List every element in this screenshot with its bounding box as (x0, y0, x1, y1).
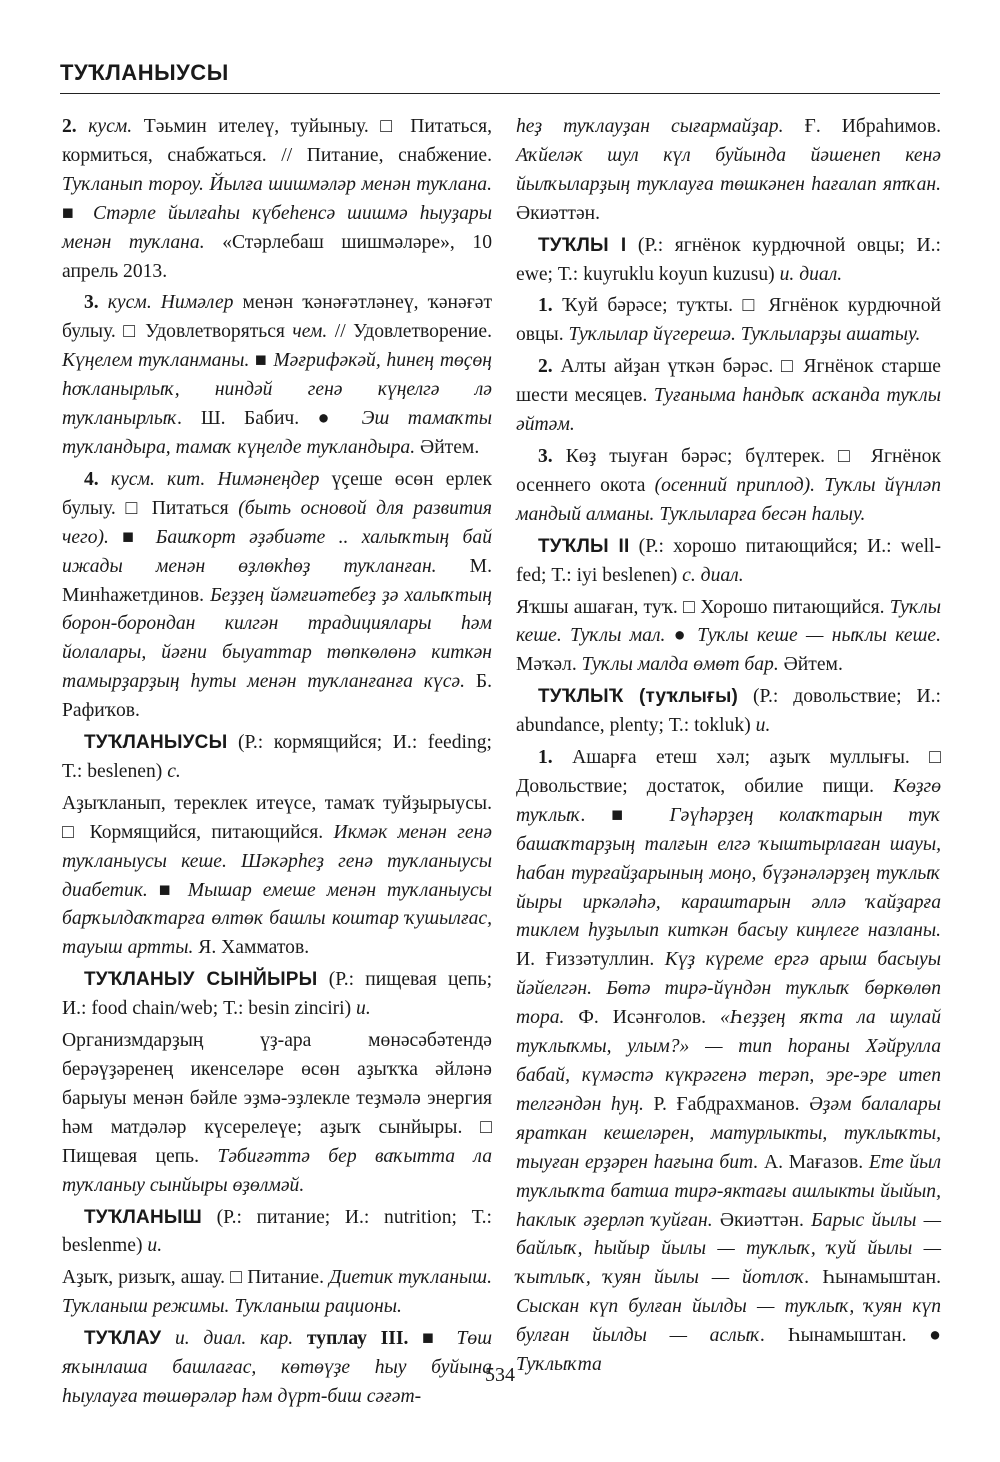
header-rule (60, 93, 940, 94)
entry-tukly-1-sense-1: 1. Ҡуй бәрәсе; туҡты. □ Ягнёнок курдючной овцы. Туҡлылар йүгерешә. Туҡлыларҙы ашатыу. (516, 295, 941, 346)
entry-sense-4: 4. кусм. кит. Нимәнеңдер үҫеше өсөн ерлек булыу. □ Питаться (быть основой для развития чего). ■ Башҡорт әҙәбиәте .. халыҡтың бай ижады менән өҙлөкһөҙ туҡланған. М. Минһажетдинов. Беҙҙең йәмғиәтебеҙ ҙә халыҡтың борон-борондан килгән традициялары һәм йолалары, йәғни быуаттар төпкөлөнә киткән тамырҙарҙың һуты менән туҡланғанға күсә. Б. Рафиҡов. (62, 468, 493, 722)
headword-tuklanysh: ТУҠЛАНЫШ (Р.: питание; И.: nutrition; Т.: beslenme) и. (62, 1206, 492, 1257)
definition-tuklanyusy: Аҙыҡланып, тереклек итеүсе, тамаҡ туйҙырыусы. □ Кормящийся, питающийся. Икмәк менән генә туҡланыусы кеше. Шәкәрһеҙ генә туҡланыусы диабетик. ■ Мышар емеше менән туҡланыусы барҡылдаҡтарға өлтөк башлы коштар ҡушылғас, тауыш артты. Я. Хамматов. (62, 792, 493, 959)
headword-tukluk: ТУҠЛЫҠ (туҡлығы) (Р.: довольствие; И.: abundance, plenty; Т.: tokluk) и. (516, 686, 941, 737)
headword-tukly-2: ТУҠЛЫ II (Р.: хорошо питающийся; И.: well-fed; Т.: iyi beslenen) с. диал. (516, 535, 941, 586)
entry-tukly-1-sense-3: 3. Көҙ тыуған бәрәс; бүлтерек. □ Ягнёнок осеннего окота (осенний приплод). Туҡлы йүнләп мандый алманы. Туҡлыларға бесән һалыу. (516, 445, 941, 525)
entry-tukluk-sense-1: 1. Ашарға етеш хәл; аҙыҡ муллығы. □ Довольствие; достаток, обилие пищи. Көҙгө туҡлыҡ. ■ Гәүһәрҙең колаҡтарын туҡ башаҡтарҙың талғын елгә ҡыштырлаған шауы, һабан турғайҙарының моңо, бүҙәнәләрҙең туҡлыҡ йыры иркәләһә, караштарын әллә ҡайҙарға тиклем һуҙылып киткән басыу киңлеге назланы. И. Ғиззәтуллин. Күҙ күреме ергә арыш басыуы йәйелгән. Бөтә тирә-йүндән туҡлыҡ бөркөлөп тора. Ф. Исәнғолов. «Һеҙҙең яҡта ла шулай туҡлыҡмы, улым?» — тип һораны Хәйрулла бабай, күмәстә күкрәгенә терәп, эре-эре итеп телгәндән һуң. Р. Ғабдрахманов. Әҙәм балалары яраткан кешеләрен, матурлыкты, туҡлыҡты, тыуған ерҙәрен һағына бит. А. Мағазов. Ете йыл туҡлыҡта батша тирә-яктағы ашлыкты йыйып, һаклык әҙерләп ҡуйған. Әкиәттән. Барыс йылы — байлыҡ, һыйыр йылы — туҡлыҡ, ҡуй йылы — ҡытлыҡ, ҡуян йылы — йотлоҡ. Һынамыштан. Сыскан күп булған йылды — туҡлыҡ, ҡуян күп булған йылды — аслыҡ. Һынамыштан. ● Туҡлыҡта (516, 747, 941, 1376)
running-head: ТУҠЛАНЫУСЫ (60, 60, 229, 85)
page-number: 534 (485, 1364, 515, 1386)
entry-tukly-1-sense-2: 2. Алты айҙан үткән бәрәс. □ Ягнёнок старше шести месяцев. Туғаныма һандыҡ асҡанда туҡлы әйтәм. (516, 356, 941, 436)
headword-tuklau: ТУҠЛАУ и. диал. кар. туплау III. ■ Төш яҡынлаша башлағас, көтөүҙе һыу буйына һыулауға төшөрәләр һәм дүрт-биш сәғәт- (62, 1328, 493, 1407)
left-column (62, 113, 492, 1412)
headword-tukly-1: ТУҠЛЫ I (Р.: ягнёнок курдючной овцы; И.: ewe; Т.: kuyruklu koyun kuzusu) и. диал. (516, 234, 942, 285)
entry-sense-3: 3. кусм. Нимәлер менән ҡәнәғәтләнеү, ҡәнәғәт булыу. □ Удовлетворяться чем. // Удовлетворение. Күңелем туҡланманы. ■ Мәғрифәкәй, һинең төҫөң һоҡланырлыҡ, ниндәй генә күңелгә лә туҡланырлыҡ. Ш. Бабич. ● Эш тамаҡты туҡландыра, тамаҡ күңелде туҡландыра. Әйтем. (62, 292, 493, 458)
definition-tuklanyu-synyiry: Организмдарҙың үҙ-ара мөнәсәбәтендә берәүҙәренең икенселәре өсөн аҙыҡҡа әйләнә барыуы менән бәйле эҙмә-эҙлекле теҙмәлә энергия һәм матдәләр күсерелеүе; аҙыҡ сынйыры. □ Пищевая цепь. Тәбиғәттә бер ваҡытта ла туҡланыу сынйыры өҙөлмәй. (62, 1030, 492, 1196)
definition-tuklanysh: Аҙыҡ, ризыҡ, ашау. □ Питание. Диетик туҡланыш. Туҡланыш режимы. Туҡланыш рационы. (62, 1267, 492, 1318)
entry-sense-2: 2. кусм. Тәьмин ителеү, туйыныу. □ Питаться, кормиться, снабжаться. // Питание, снабжение. Туҡланып тороу. Йылға шишмәләр менән туҡлана. ■ Стәрле йылғаһы күбеһенсә шишмә һыуҙары менән туҡлана. «Стәрлебаш шишмәләре», 10 апрель 2013. (62, 116, 492, 282)
definition-tukly-2: Яҡшы ашаған, туҡ. □ Хорошо питающийся. Туҡлы кеше. Туҡлы мал. ● Туҡлы кеше — ныҡлы кеше. Мәҡәл. Туҡлы малда өмөт бар. Әйтем. (516, 596, 942, 676)
headword-tuklanyu-synyiry: ТУҠЛАНЫУ СЫНЙЫРЫ (Р.: пищевая цепь; И.: food chain/web; Т.: besin zinciri) и. (62, 969, 493, 1020)
continuation-tuklau: һеҙ туҡлауҙан сығармайҙар. Ғ. Ибраһимов. Аҡйеләк шул күл буйында йәшенеп кенә йылҡыларҙың туҡлауға төшкәнен һағалап ятҡан. Әкиәттән. (516, 116, 941, 224)
right-column (516, 113, 941, 1380)
headword-tuklanyusy: ТУҠЛАНЫУСЫ (Р.: кормящийся; И.: feeding; Т.: beslenen) с. (62, 732, 492, 782)
